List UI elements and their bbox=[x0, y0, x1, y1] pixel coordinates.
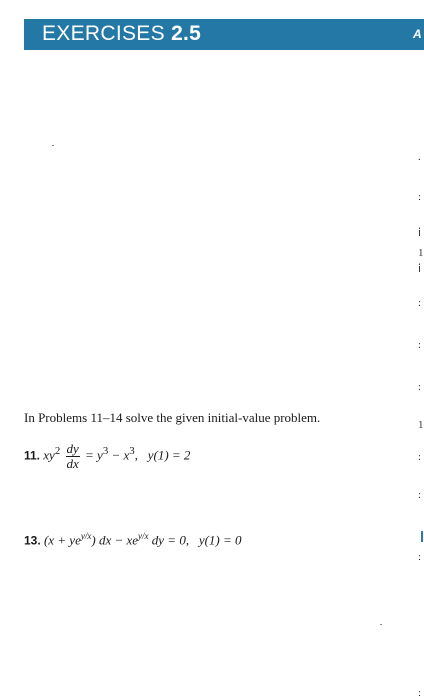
margin-mark: : bbox=[418, 381, 422, 393]
derivative-fraction bbox=[66, 442, 80, 471]
margin-mark: ⅰ bbox=[418, 227, 422, 239]
fraction-numerator: dy bbox=[66, 441, 79, 456]
section-title bbox=[42, 22, 201, 46]
equation-part-1: (x + ye bbox=[43, 532, 81, 548]
problem-number: 11. bbox=[24, 448, 41, 463]
fraction-denominator: dx bbox=[66, 456, 79, 471]
margin-mark: 1 bbox=[418, 419, 424, 431]
rhs-exponent-1: 3 bbox=[102, 445, 109, 458]
margin-mark: 1 bbox=[418, 247, 424, 259]
problem-number: 13. bbox=[24, 533, 41, 548]
page-speck bbox=[52, 145, 54, 146]
margin-mark: : bbox=[418, 489, 422, 501]
margin-mark: : bbox=[418, 339, 422, 351]
margin-mark: : bbox=[418, 451, 422, 463]
rhs-comma: , bbox=[134, 447, 138, 463]
header-cut-text: A bbox=[413, 27, 422, 41]
margin-mark: : bbox=[418, 687, 422, 699]
rhs-term-1: = y bbox=[85, 447, 103, 463]
initial-condition: y(1) = 2 bbox=[147, 447, 191, 463]
problem-13 bbox=[24, 531, 242, 548]
equation-part-3: dy = 0, bbox=[148, 532, 190, 548]
margin-blue-tick bbox=[421, 531, 423, 542]
lhs-coefficient: xy bbox=[43, 447, 55, 463]
exponent-2: y/x bbox=[138, 531, 149, 541]
right-margin-marks bbox=[418, 0, 424, 700]
page-speck bbox=[380, 624, 382, 625]
margin-mark: : bbox=[418, 297, 422, 309]
margin-mark: : bbox=[418, 191, 422, 203]
instructions-text: In Problems 11–14 solve the given initial-value problem. bbox=[24, 410, 321, 425]
exponent-1: y/x bbox=[80, 531, 92, 541]
rhs-exponent-2: 3 bbox=[129, 445, 135, 458]
rhs-term-2: − x bbox=[108, 447, 130, 463]
initial-condition: y(1) = 0 bbox=[198, 532, 242, 548]
margin-mark: . bbox=[418, 151, 421, 163]
lhs-exponent: 2 bbox=[54, 445, 61, 458]
equation-part-2: ) dx − xe bbox=[91, 532, 139, 548]
margin-mark: : bbox=[418, 551, 422, 563]
section-word: EXERCISES bbox=[42, 22, 165, 45]
section-number: 2.5 bbox=[171, 22, 202, 45]
problem-11 bbox=[24, 442, 190, 482]
section-header-bar bbox=[24, 19, 424, 50]
margin-mark: ⅰ bbox=[418, 263, 422, 275]
